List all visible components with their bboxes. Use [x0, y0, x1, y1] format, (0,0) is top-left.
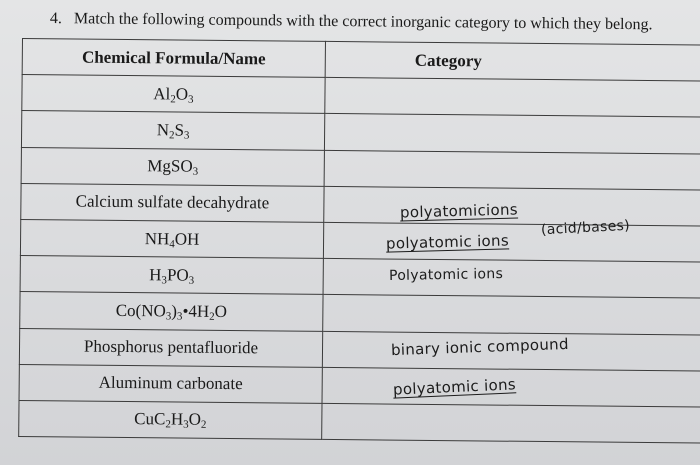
- handwritten-note: polyatomic ions: [385, 231, 510, 253]
- handwritten-note: polyatomicions: [399, 200, 519, 222]
- matching-table: [18, 38, 700, 444]
- compound-cell: Phosphorus pentafluoride: [19, 328, 322, 367]
- category-cell[interactable]: [323, 259, 700, 299]
- compound-cell: Calcium sulfate decahydrate: [21, 183, 324, 222]
- category-cell[interactable]: [324, 114, 700, 154]
- header-category-label: Category: [414, 50, 482, 71]
- compound-cell: $H_3PO_3$: [20, 256, 323, 295]
- header-category: [325, 41, 700, 81]
- category-cell[interactable]: [324, 150, 700, 190]
- compound-cell: MgSO$_3$: [21, 147, 324, 186]
- table-row: [19, 400, 700, 443]
- header-chemical-formula: Chemical Formula/Name: [22, 39, 325, 78]
- compound-cell: $CuC_2H_3O_2$: [19, 400, 322, 439]
- category-cell[interactable]: [323, 222, 700, 262]
- question-text: Match the following compounds with the correct inorganic category to which they belong.: [73, 10, 653, 34]
- handwritten-note: binary ionic compound: [390, 334, 570, 360]
- handwritten-note: polyatomic ions: [392, 375, 517, 399]
- question-prompt: [50, 10, 653, 34]
- compound-cell: $N_2S_3$: [21, 111, 324, 150]
- compound-cell: $Co(NO_3)_3•4H_2O$: [20, 292, 323, 331]
- category-cell[interactable]: [323, 295, 700, 335]
- compound-cell: $Al_2O_3$: [22, 75, 325, 114]
- category-cell[interactable]: [322, 403, 700, 443]
- handwritten-note: (acid/bases): [540, 217, 631, 239]
- category-cell[interactable]: [325, 78, 700, 118]
- question-number: 4.: [49, 10, 62, 28]
- matching-table-area: [18, 38, 700, 465]
- handwritten-note: Polyatomic ions: [388, 266, 504, 284]
- compound-cell: Aluminum carbonate: [19, 364, 322, 403]
- compound-cell: $NH_4OH$: [20, 219, 323, 258]
